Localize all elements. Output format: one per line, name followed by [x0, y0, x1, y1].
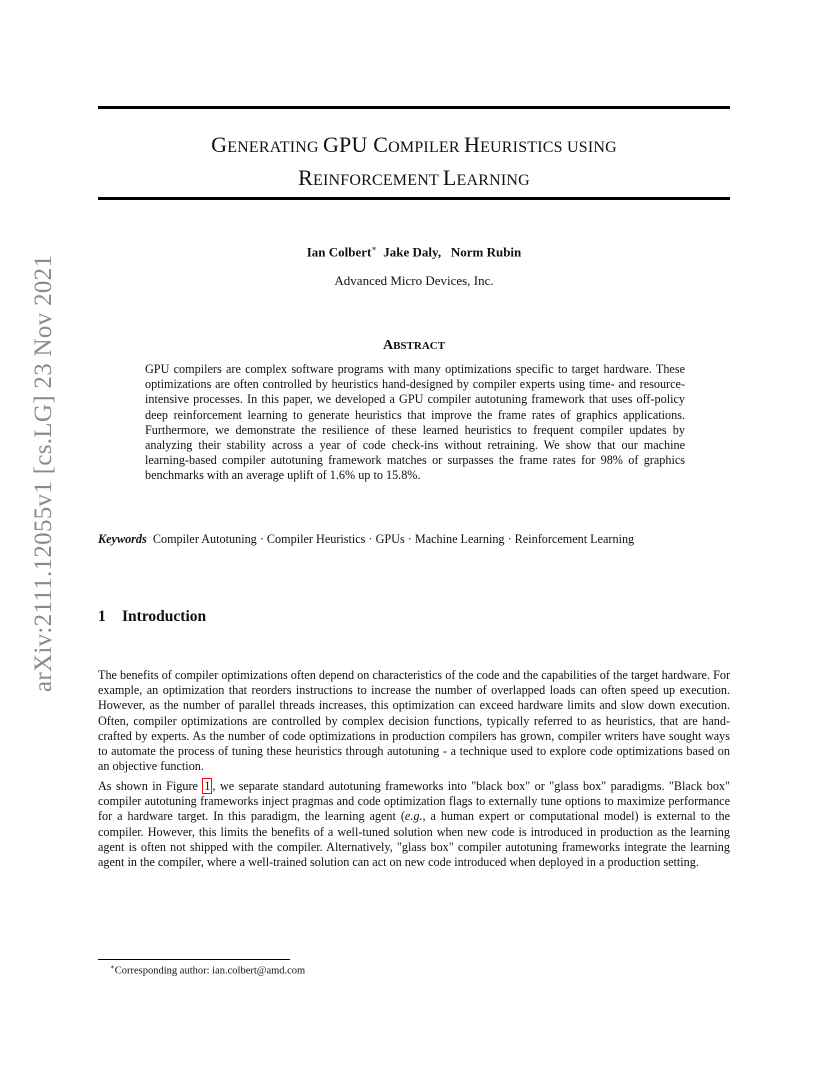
paragraph-text: As shown in Figure	[98, 779, 203, 793]
affiliation: Advanced Micro Devices, Inc.	[334, 273, 494, 288]
abstract-heading-initial: A	[382, 338, 394, 353]
author-list	[98, 244, 730, 260]
section-heading	[98, 608, 206, 626]
title-top-rule	[98, 106, 730, 109]
abstract-text: GPU compilers are complex software programs with many optimizations specific to target hardware. These optimizations are often controlled by heuristics hand-designed by compiler experts using time- and resource-intensive processes. In this paper, we developed a GPU compiler autotuning framework that uses off-policy deep reinforcement learning to generate heuristics that improve the frame rates of graphics applications. Furthermore, we demonstrate the resilience of these learned heuristics to frequent compiler updates by analyzing their stability across a year of code check-ins without retraining. We show that our machine learning-based compiler autotuning framework matches or surpasses the frame rates for 98% of graphics benchmarks with an average uplift of 1.6% up to 15.8%.	[145, 362, 685, 483]
keywords-list: Compiler Autotuning · Compiler Heuristics · GPUs · Machine Learning · Reinforcement Learning	[152, 532, 635, 546]
paragraph-text: , we separate standard autotuning frameworks into "black box" or "glass box" paradigms. "Black box" compiler autotuning frameworks inject pragmas and code optimization flags to externally tune options to maximize performance for a hardware target. In this paradigm, the learning agent (	[98, 779, 731, 824]
author-name: Ian Colbert	[306, 244, 372, 260]
footnote	[110, 963, 305, 977]
title-smallcaps: EARNING	[456, 172, 530, 189]
body-paragraph-2	[98, 779, 730, 870]
keywords	[98, 532, 730, 547]
title-line-2	[98, 163, 730, 196]
section-number: 1	[98, 608, 106, 625]
keywords-label: Keywords	[98, 532, 147, 546]
title-letter: H	[463, 132, 481, 157]
title-smallcaps: OMPILER	[388, 139, 464, 156]
figure-link[interactable]: 1	[204, 779, 211, 793]
title-letter: L	[442, 165, 457, 190]
footnote-mark[interactable]: ∗	[371, 244, 377, 253]
title-line-1	[98, 130, 730, 163]
abstract-heading-rest: BSTRACT	[393, 340, 446, 352]
paragraph-italic: e.g.	[404, 809, 423, 824]
footnote-rule	[98, 959, 290, 960]
footnote-mark: ∗	[110, 963, 115, 971]
body-paragraph-1: The benefits of compiler optimizations often depend on characteristics of the code and the capabilities of the target hardware. For example, an optimization that reorders instructions to increase the number of overlapped loads can often speed up execution. However, as the number of parallel threads increases, this optimization can exceed hardware limits and slow down execution. Often, compiler optimizations are controlled by complex decision functions, typically referred to as heuristics, that are hand-crafted by experts. As the number of code optimizations in production compilers has grown, compiler writers have sought ways to automate the process of tuning these heuristics through autotuning - a technique used to explore code optimizations based on an objective function.	[98, 668, 730, 774]
abstract-heading	[98, 338, 730, 354]
title-letter: G	[211, 132, 228, 157]
paragraph-text: , a human expert or computational model) is external to the compiler. However, this limits the benefits of a well-tuned solution when new code is introduced in production as the learning agent is often not shipped with the compiler. Alternatively, "glass box" compiler autotuning frameworks integrate the learning agent in the compiler, where a well-trained solution can act on new code introduced when deployed in a production setting.	[98, 809, 730, 870]
author-name: Jake Daly,	[383, 244, 442, 260]
title-smallcaps: ENERATING	[227, 139, 323, 156]
author-name: Norm Rubin	[450, 244, 522, 260]
title-smallcaps: EURISTICS USING	[480, 139, 617, 156]
title-letter: GPU C	[322, 132, 389, 157]
title-letter: R	[298, 165, 313, 190]
paper-title	[98, 130, 730, 196]
title-smallcaps: EINFORCEMENT	[312, 172, 443, 189]
arxiv-stamp: arXiv:2111.12055v1 [cs.LG] 23 Nov 2021	[30, 254, 57, 692]
section-title: Introduction	[122, 608, 207, 625]
title-bottom-rule	[98, 197, 730, 200]
footnote-text: Corresponding author: ian.colbert@amd.com	[114, 965, 306, 977]
